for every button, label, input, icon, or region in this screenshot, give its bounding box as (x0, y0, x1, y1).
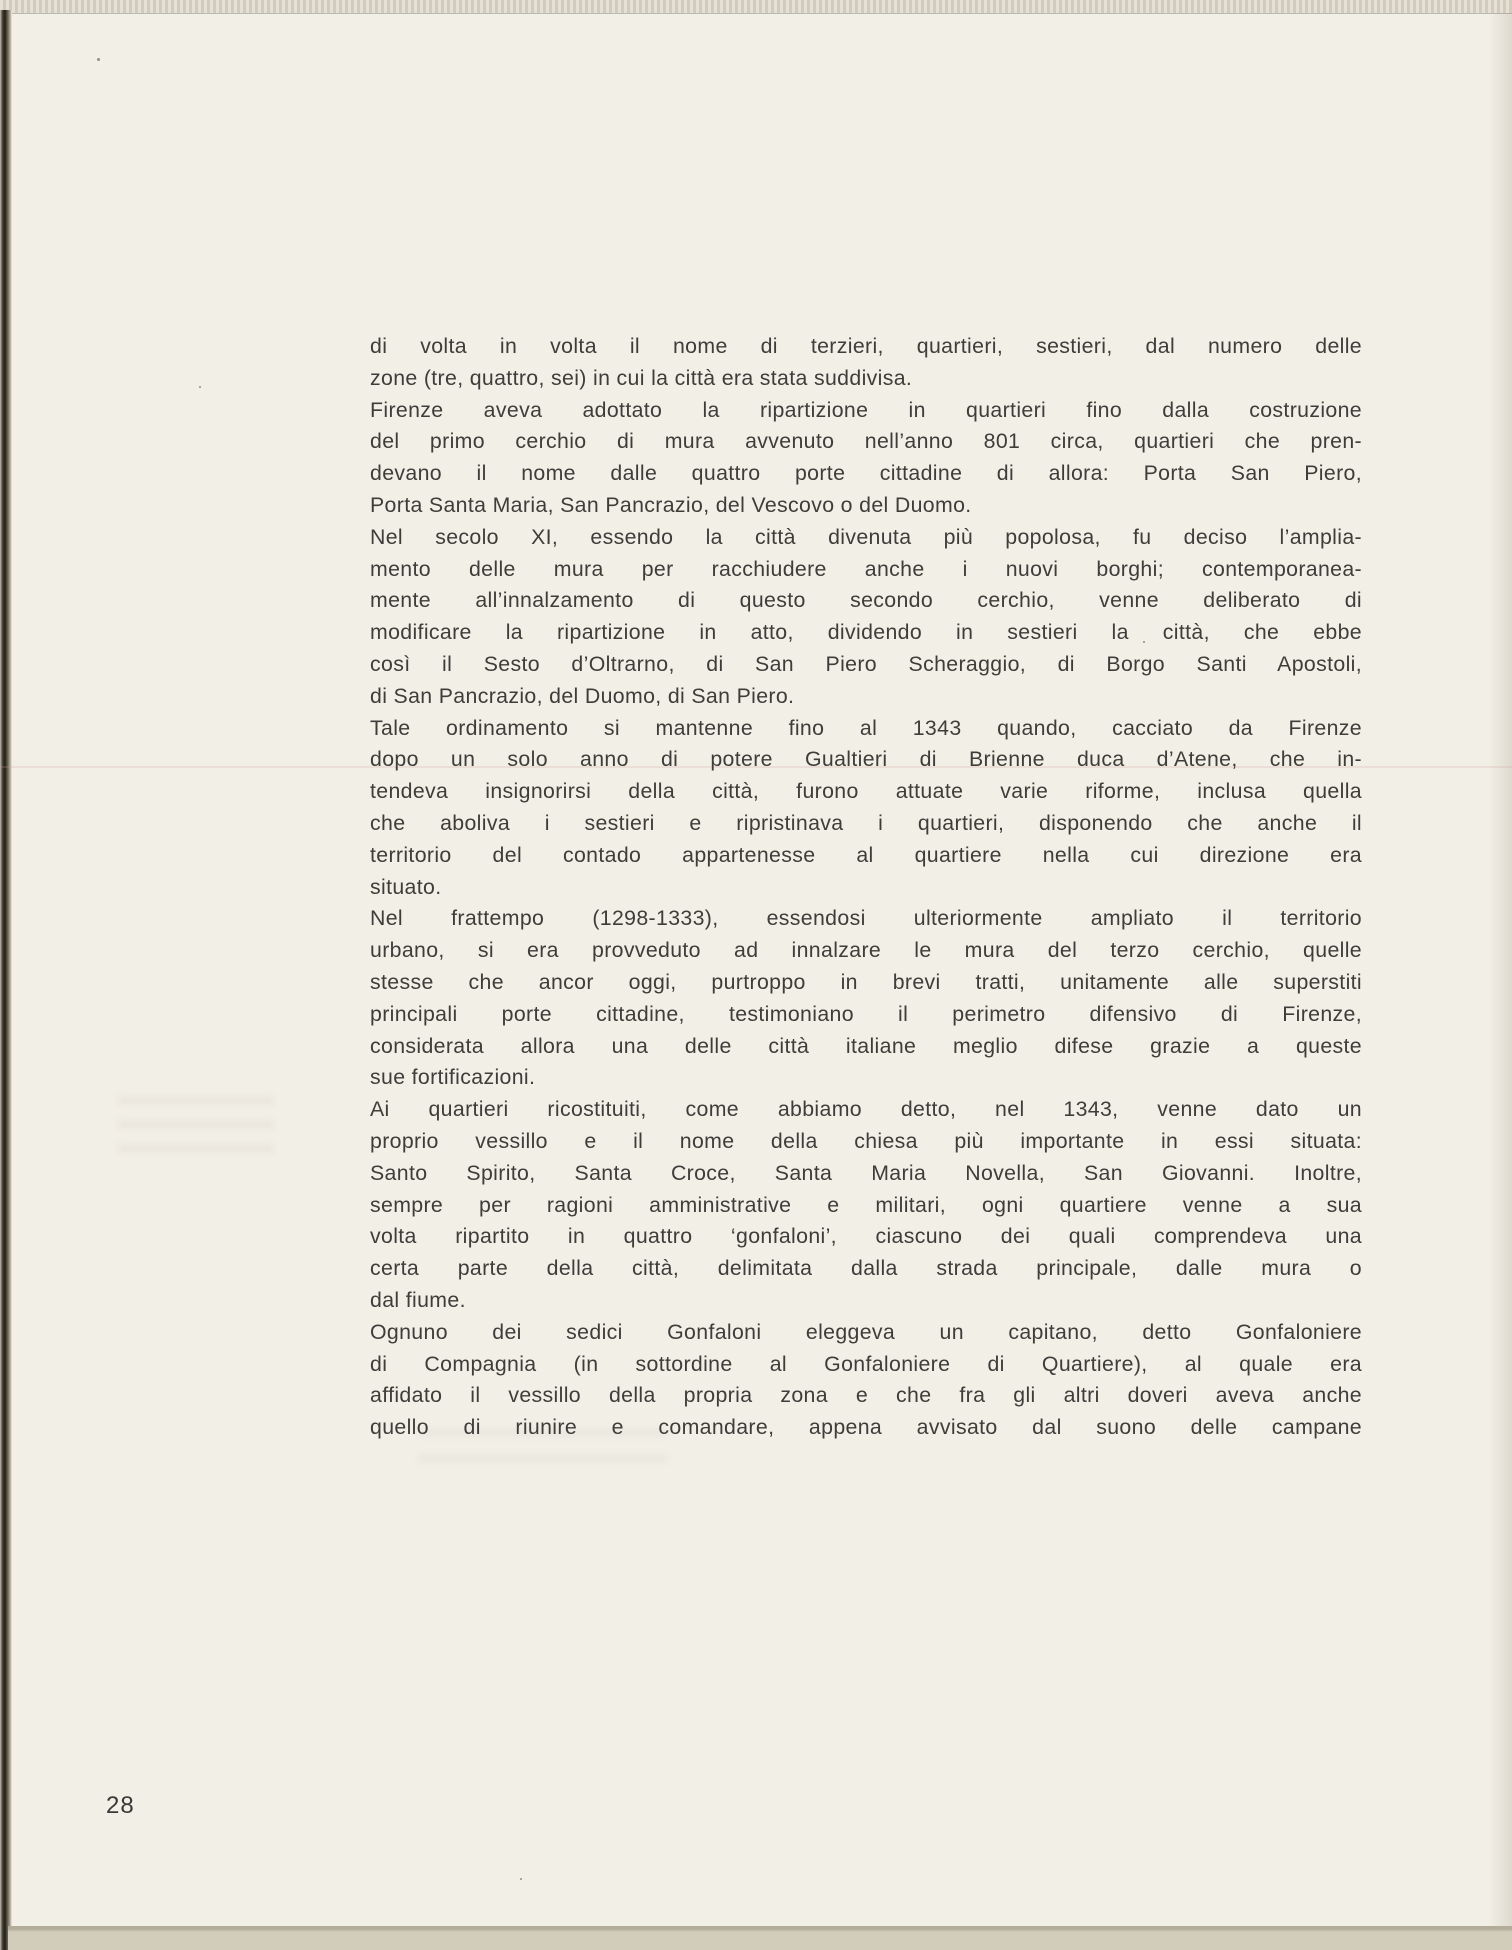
page-edge-bottom (8, 1926, 1512, 1950)
text-line: affidato il vessillo della propria zona e che fra gli altri doveri aveva anche (370, 1383, 1362, 1408)
page-edge-right-shadow (1484, 13, 1512, 1926)
text-line: Nel frattempo (1298-1333), essendosi ulteriormente ampliato il territorio (370, 906, 1362, 931)
text-line: proprio vessillo e il nome della chiesa più importante in essi situata: (370, 1128, 1362, 1153)
text-line: dopo un solo anno di potere Gualtieri di Brienne duca d’Atene, che in- (370, 747, 1362, 772)
text-line: Porta Santa Maria, San Pancrazio, del Vescovo o del Duomo. (370, 492, 972, 517)
text-line: Firenze aveva adottato la ripartizione in quartieri fino dalla costruzione (370, 397, 1362, 422)
text-line: sempre per ragioni amministrative e militari, ogni quartiere venne a sua (370, 1192, 1362, 1217)
text-line: situato. (370, 874, 442, 899)
text-line: principali porte cittadine, testimoniano il perimetro difensivo di Firenze, (370, 1001, 1362, 1026)
text-line: del primo cerchio di mura avvenuto nell’anno 801 circa, quartieri che pren- (370, 429, 1362, 454)
text-line: volta ripartito in quattro ‘gonfaloni’, ciascuno dei quali comprendeva una (370, 1224, 1362, 1249)
text-line: che aboliva i sestieri e ripristinava i quartieri, disponendo che anche il (370, 810, 1362, 835)
text-line: Nel secolo XI, essendo la città divenuta più popolosa, fu deciso l’amplia- (370, 524, 1362, 549)
page-binding-edge-left (0, 10, 12, 1950)
text-line: di San Pancrazio, del Duomo, di San Piero. (370, 683, 795, 708)
text-line: certa parte della città, delimitata dalla strada principale, dalle mura o (370, 1256, 1362, 1281)
text-line: tendeva insignorirsi della città, furono attuate varie riforme, inclusa quella (370, 779, 1362, 804)
text-line: così il Sesto d’Oltrarno, di San Piero Scheraggio, di Borgo Santi Apostoli, (370, 651, 1362, 676)
text-line: quello di riunire e comandare, appena avvisato dal suono delle campane (370, 1415, 1362, 1440)
text-line: di volta in volta il nome di terzieri, quartieri, sestieri, dal numero delle (370, 334, 1362, 358)
text-line: sue fortificazioni. (370, 1065, 536, 1090)
text-line: zone (tre, quattro, sei) in cui la città era stata suddivisa. (370, 365, 913, 390)
text-line: Ognuno dei sedici Gonfaloni eleggeva un capitano, detto Gonfaloniere (370, 1319, 1362, 1344)
text-line: dal fiume. (370, 1287, 466, 1312)
text-line: modificare la ripartizione in atto, dividendo in sestieri la città, che ebbe (370, 620, 1362, 645)
text-line: mente all’innalzamento di questo secondo cerchio, venne deliberato di (370, 588, 1362, 613)
book-cover-edge-top (0, 0, 1512, 13)
text-line: stesse che ancor oggi, purtroppo in brevi tratti, unitamente alle superstiti (370, 969, 1362, 994)
text-line: di Compagnia (in sottordine al Gonfaloniere di Quartiere), al quale era (370, 1351, 1362, 1376)
text-line: territorio del contado appartenesse al quartiere nella cui direzione era (370, 842, 1362, 867)
text-line: mento delle mura per racchiudere anche i nuovi borghi; contemporanea- (370, 556, 1362, 581)
text-line: Tale ordinamento si mantenne fino al 1343 quando, cacciato da Firenze (370, 715, 1362, 740)
page-number: 28 (106, 1792, 135, 1819)
dust-speck (199, 386, 201, 388)
text-line: urbano, si era provveduto ad innalzare le mura del terzo cerchio, quelle (370, 938, 1362, 963)
bleedthrough-smudge (118, 1096, 273, 1154)
dust-speck (520, 1878, 522, 1880)
body-text (370, 331, 1362, 1444)
text-line: considerata allora una delle città italiane meglio difese grazie a queste (370, 1033, 1362, 1058)
text-line: Ai quartieri ricostituiti, come abbiamo detto, nel 1343, venne dato un (370, 1097, 1362, 1122)
text-line: Santo Spirito, Santa Croce, Santa Maria Novella, San Giovanni. Inoltre, (370, 1160, 1362, 1185)
text-line: devano il nome dalle quattro porte cittadine di allora: Porta San Piero, (370, 461, 1362, 486)
dust-speck (97, 58, 100, 61)
